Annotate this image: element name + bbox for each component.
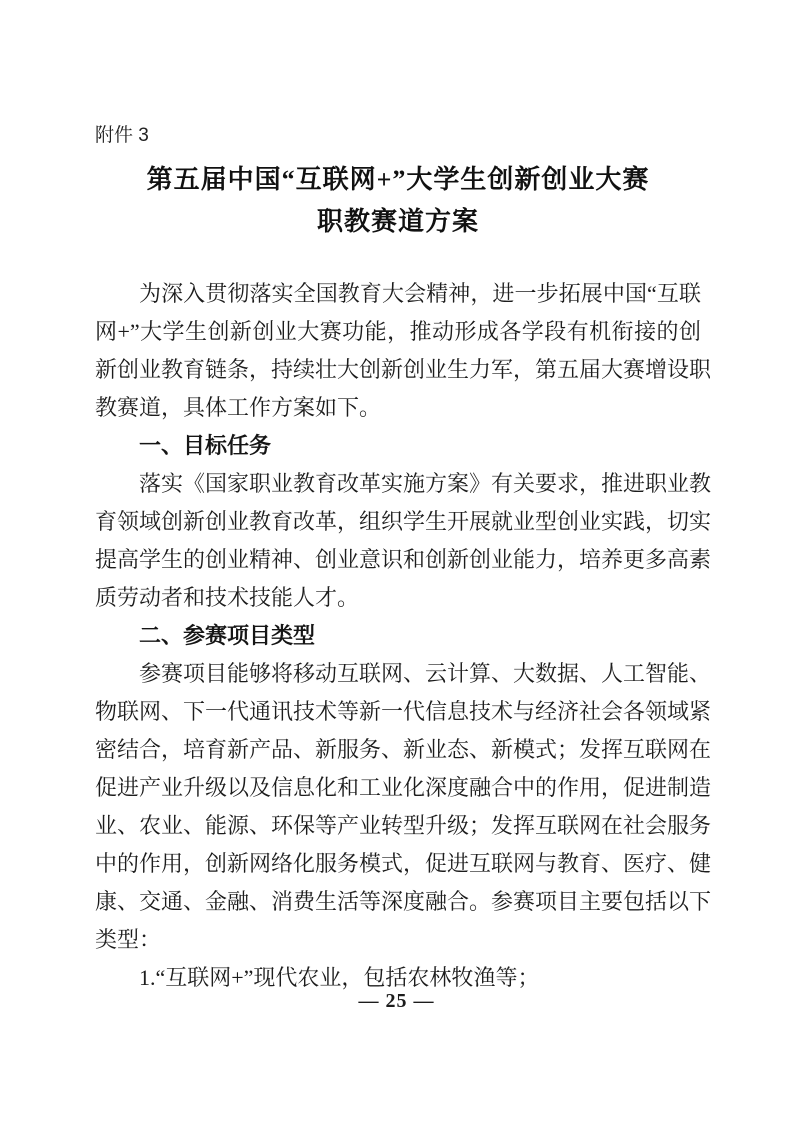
intro-line: 网+”大学生创新创业大赛功能，推动形成各学段有机衔接的创 xyxy=(95,319,701,344)
section2-line: 康、交通、金融、消费生活等深度融合。参赛项目主要包括以下 xyxy=(95,889,712,914)
document-title xyxy=(95,159,701,243)
list-item-internet-plus-agriculture: 1.“互联网+”现代农业，包括农林牧渔等； xyxy=(139,965,540,990)
section2-line: 物联网、下一代通讯技术等新一代信息技术与经济社会各领域紧 xyxy=(95,699,712,724)
intro-line: 为深入贯彻落实全国教育大会精神，进一步拓展中国“互联 xyxy=(139,281,701,306)
document-body xyxy=(95,275,712,997)
section1-line: 提高学生的创业精神、创业意识和创新创业能力，培养更多高素 xyxy=(95,547,712,572)
document-title-line-2: 职教赛道方案 xyxy=(316,207,479,236)
section2-line: 业、农业、能源、环保等产业转型升级；发挥互联网在社会服务 xyxy=(95,813,712,838)
section1-line: 育领域创新创业教育改革，组织学生开展就业型创业实践，切实 xyxy=(95,509,712,534)
section1-line: 落实《国家职业教育改革实施方案》有关要求，推进职业教 xyxy=(139,471,712,496)
page-number: — 25 — xyxy=(358,990,435,1012)
document-title-line-1: 第五届中国“互联网+”大学生创新创业大赛 xyxy=(146,165,650,194)
section2-line: 密结合，培育新产品、新服务、新业态、新模式；发挥互联网在 xyxy=(95,737,712,762)
section-heading-goals: 一、目标任务 xyxy=(139,433,272,458)
section1-line: 质劳动者和技术技能人才。 xyxy=(95,585,360,610)
section2-line: 参赛项目能够将移动互联网、云计算、大数据、人工智能、 xyxy=(139,661,712,686)
document-content xyxy=(95,0,712,997)
attachment-label: 附件 3 xyxy=(95,125,149,146)
section2-line: 促进产业升级以及信息化和工业化深度融合中的作用，促进制造 xyxy=(95,775,712,800)
section2-line: 类型： xyxy=(95,927,162,952)
section-heading-project-types: 二、参赛项目类型 xyxy=(139,623,316,648)
intro-line: 教赛道，具体工作方案如下。 xyxy=(95,395,382,420)
section2-line: 中的作用，创新网络化服务模式，促进互联网与教育、医疗、健 xyxy=(95,851,712,876)
intro-line: 新创业教育链条，持续壮大创新创业生力军，第五届大赛增设职 xyxy=(95,357,712,382)
